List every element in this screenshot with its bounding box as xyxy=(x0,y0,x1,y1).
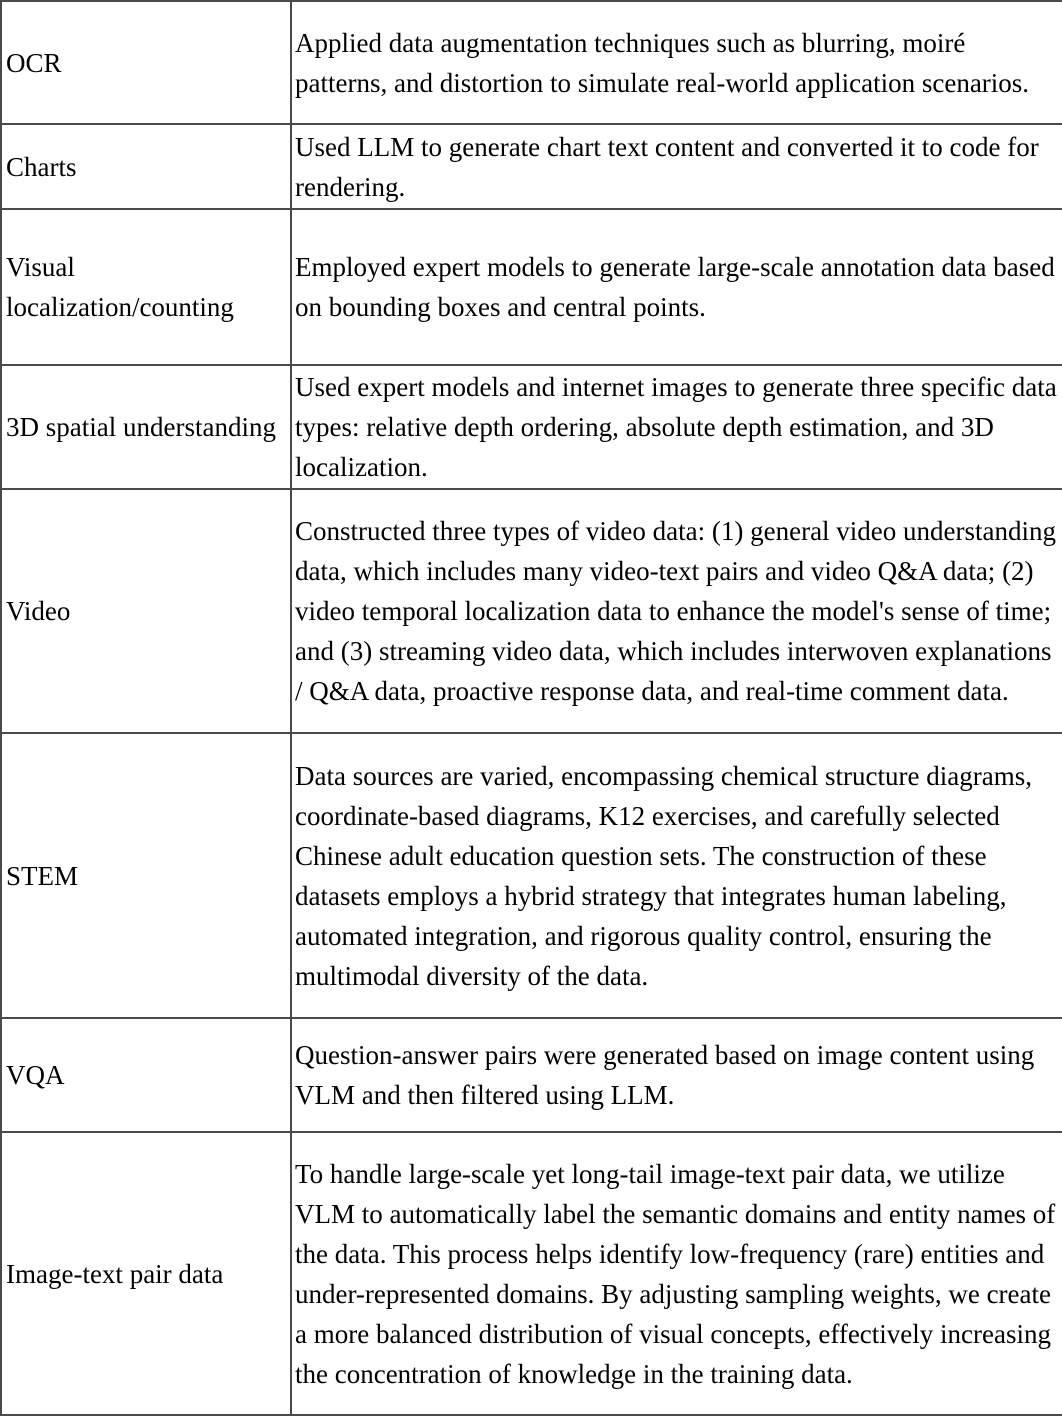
table-row-image-text-pair xyxy=(1,1132,1062,1415)
description-cell: Question-answer pairs were generated based on image content using VLM and then filtered using LLM. xyxy=(291,1018,1062,1132)
table-row-visual-localization xyxy=(1,209,1062,365)
table-row-vqa xyxy=(1,1018,1062,1132)
category-cell: OCR xyxy=(1,1,291,124)
description-cell: Data sources are varied, encompassing chemical structure diagrams, coordinate-based diagrams, K12 exercises, and carefully selected Chinese adult education question sets. The construction of these datasets employs a hybrid strategy that integrates human labeling, automated integration, and rigorous quality control, ensuring the multimodal diversity of the data. xyxy=(291,733,1062,1018)
category-cell: VQA xyxy=(1,1018,291,1132)
description-cell: Constructed three types of video data: (1) general video understanding data, which includes many video-text pairs and video Q&A data; (2) video temporal localization data to enhance the model's sense of time; and (3) streaming video data, which includes interwoven explanations / Q&A data, proactive response data, and real-time comment data. xyxy=(291,489,1062,733)
table-row-ocr xyxy=(1,1,1062,124)
table-row-stem xyxy=(1,733,1062,1018)
category-cell: Video xyxy=(1,489,291,733)
table-row-charts xyxy=(1,124,1062,209)
description-cell: Used expert models and internet images to generate three specific data types: relative depth ordering, absolute depth estimation, and 3D localization. xyxy=(291,365,1062,489)
table-row-3d-spatial xyxy=(1,365,1062,489)
category-cell: Image-text pair data xyxy=(1,1132,291,1415)
category-cell: STEM xyxy=(1,733,291,1018)
category-cell: Visual localization/counting xyxy=(1,209,291,365)
category-cell: Charts xyxy=(1,124,291,209)
category-cell: 3D spatial understanding xyxy=(1,365,291,489)
description-cell: Used LLM to generate chart text content and converted it to code for rendering. xyxy=(291,124,1062,209)
table-row-video xyxy=(1,489,1062,733)
description-cell: Applied data augmentation techniques such as blurring, moiré patterns, and distortion to simulate real-world application scenarios. xyxy=(291,1,1062,124)
description-cell: To handle large-scale yet long-tail image-text pair data, we utilize VLM to automatically label the semantic domains and entity names of the data. This process helps identify low-frequency (rare) entities and under-represented domains. By adjusting sampling weights, we create a more balanced distribution of visual concepts, effectively increasing the concentration of knowledge in the training data. xyxy=(291,1132,1062,1415)
description-cell: Employed expert models to generate large-scale annotation data based on bounding boxes and central points. xyxy=(291,209,1062,365)
